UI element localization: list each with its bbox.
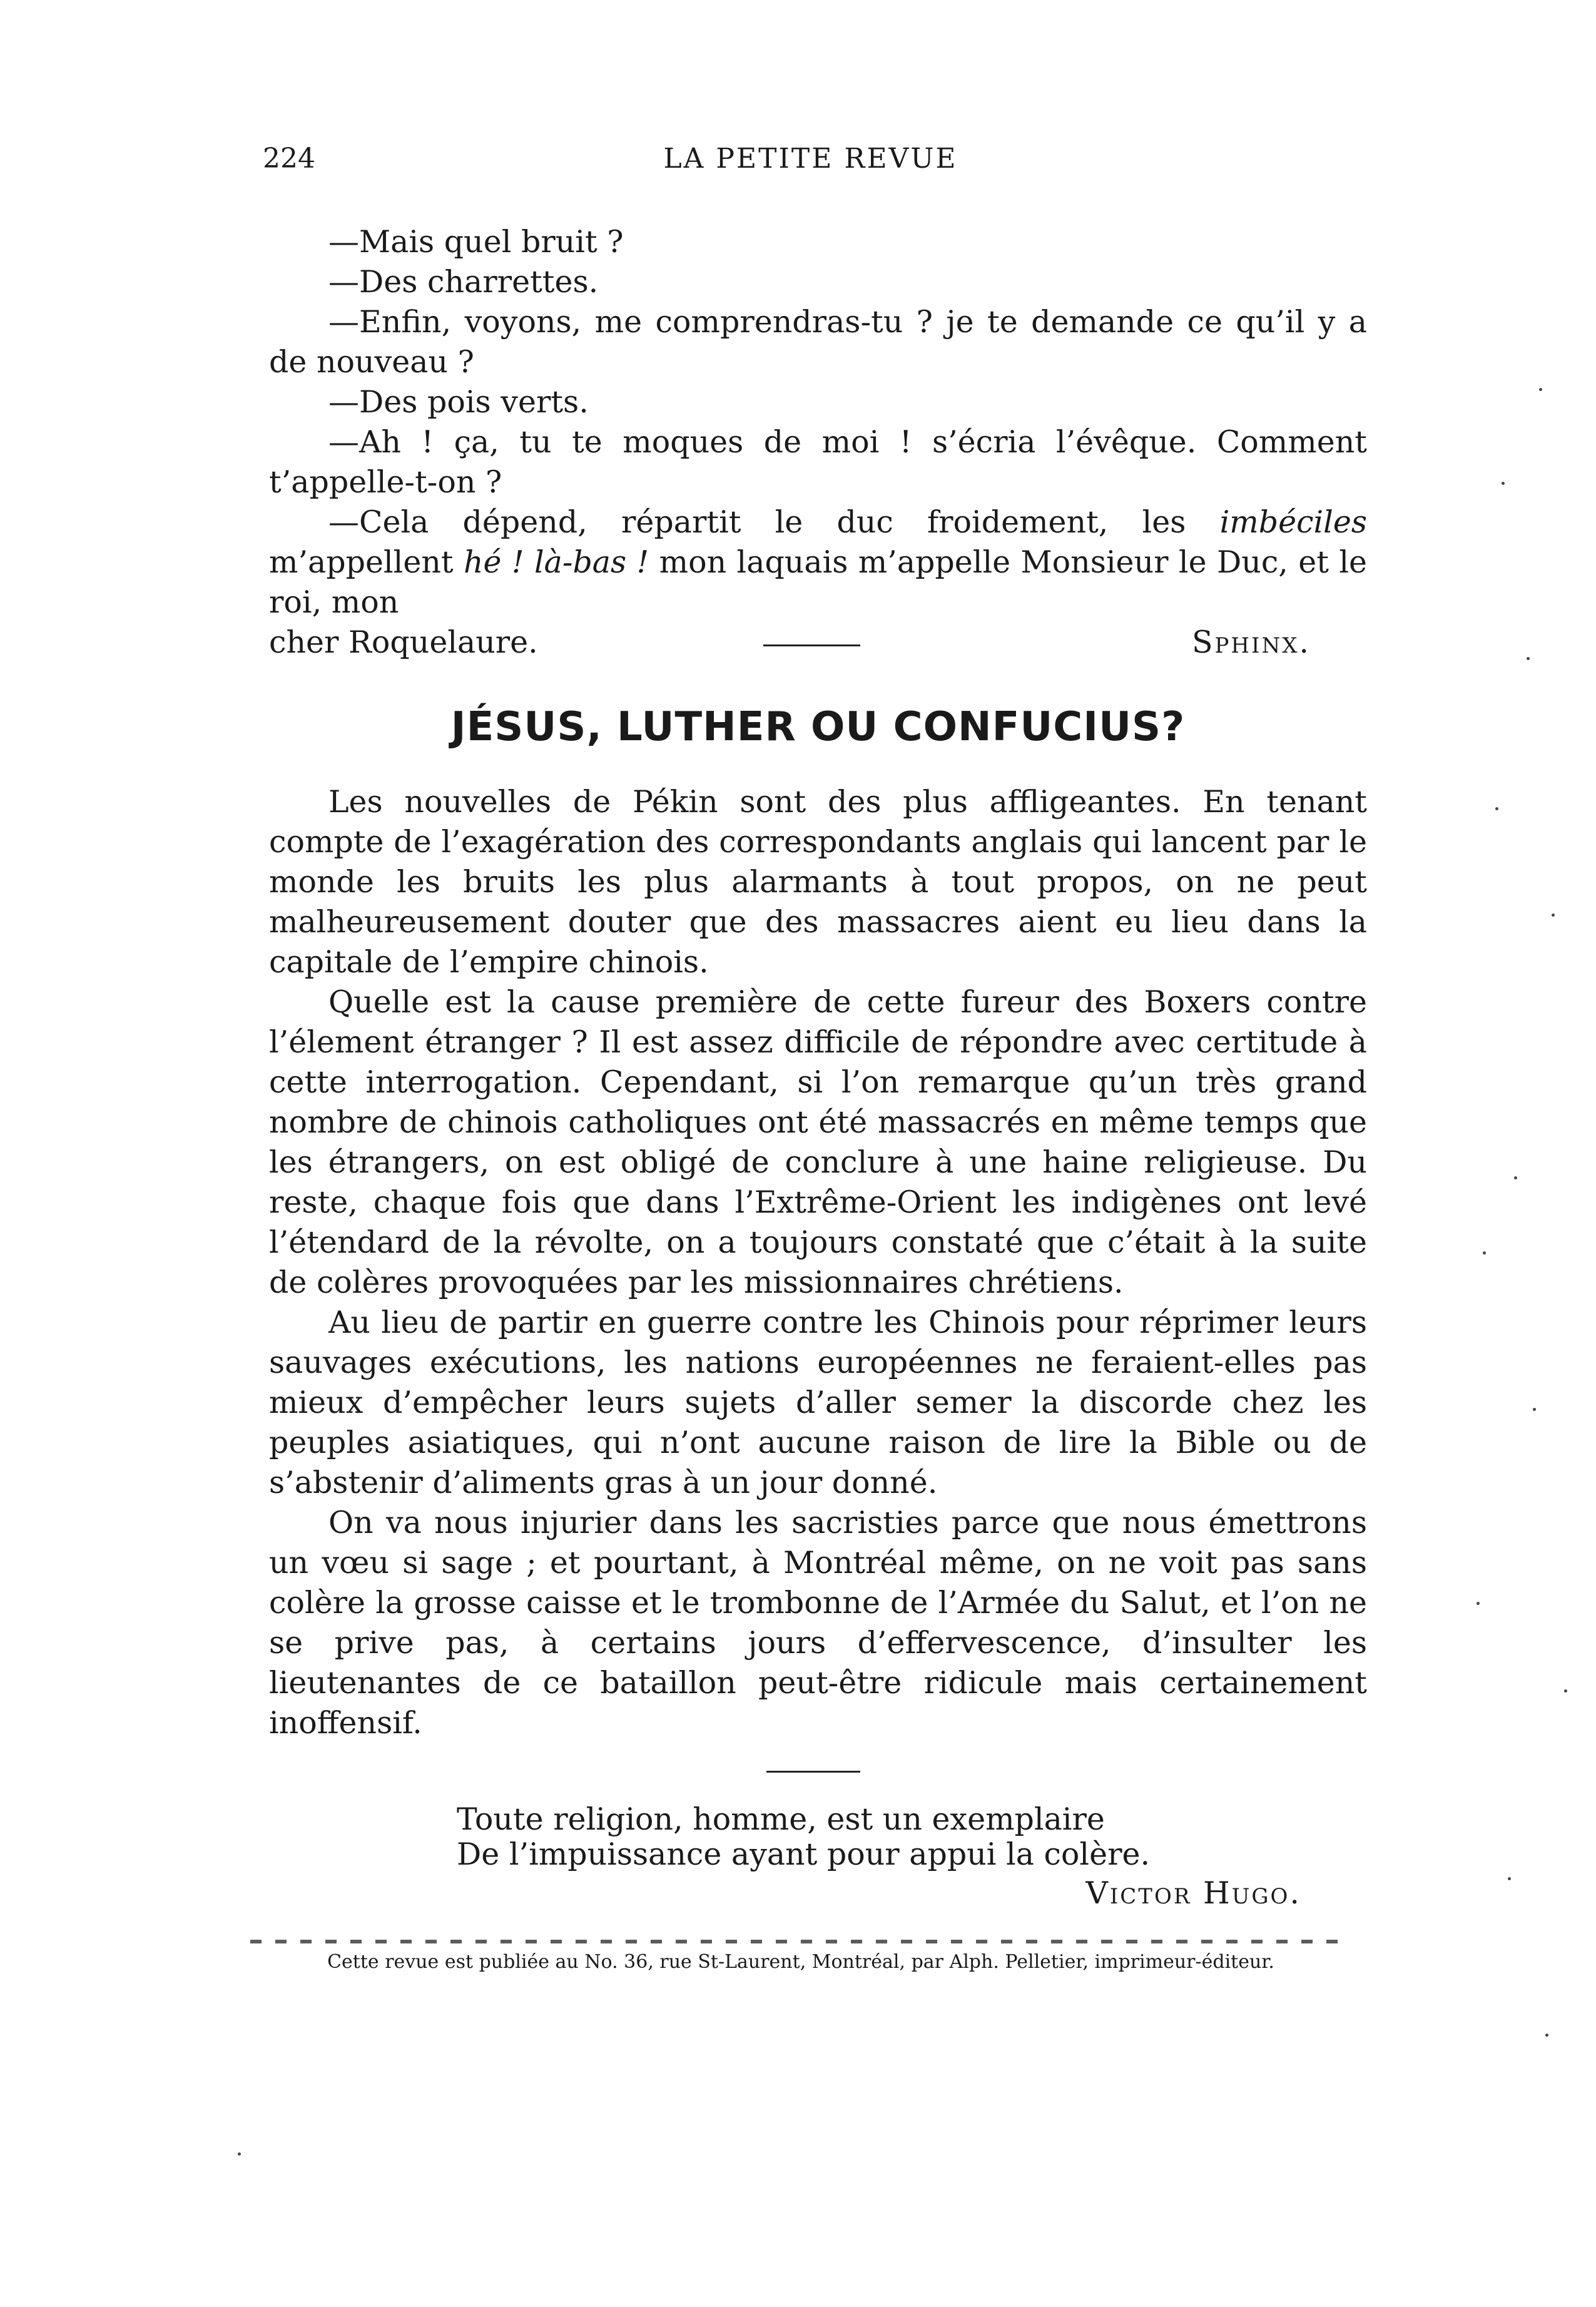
signature: Sphinx. (1191, 624, 1311, 660)
scan-speck (1527, 657, 1530, 660)
scan-speck (1514, 1176, 1517, 1179)
publisher-footer: Cette revue est publiée au No. 36, rue St-Laurent, Montréal, par Alph. Pelletier, imprimeur-éditeur. (327, 1951, 1274, 1973)
dialog-line: —Des pois verts. (328, 384, 589, 420)
dialog-line: —Enfin, voyons, me comprendras-tu ? je te demande ce qu’il y a de nouveau ? (269, 304, 1367, 380)
article-body (269, 782, 1367, 1743)
scan-speck (1564, 1689, 1567, 1693)
article-paragraph: Les nouvelles de Pékin sont des plus affligeantes. En tenant compte de l’exagération des correspondants anglais qui lancent par le monde les bruits les plus alarmants à tout propos, on ne peut malheureusement douter que des massacres aient eu lieu dans la capitale de l’empire chinois. (269, 784, 1367, 980)
scan-speck (1502, 482, 1505, 485)
scan-speck (1495, 807, 1498, 810)
section-divider (763, 644, 860, 646)
scan-speck (1533, 1408, 1536, 1411)
page-number: 224 (263, 143, 315, 175)
article-title: JÉSUS, LUTHER OU CONFUCIUS? (450, 704, 1186, 750)
dialog-section (269, 222, 1367, 663)
dialog-text: mon laquais m’appelle Monsieur le Duc, et le roi, mon (269, 544, 1367, 620)
article-paragraph: Au lieu de partir en guerre contre les Chinois pour réprimer leurs sauvages exécutions, les nations européennes ne feraient-elles pas mieux d’empêcher leurs sujets d’aller semer la discorde chez les peuples asiatiques, qui n’ont aucune raison de lire la Bible ou de s’abstenir d’aliments gras à un jour donné. (269, 1305, 1367, 1500)
dialog-emphasis: hé ! là-bas ! (463, 544, 649, 580)
dialog-text: m’appellent (269, 544, 464, 580)
running-title: LA PETITE REVUE (663, 143, 958, 175)
dialog-text: —Cela dépend, répartit le duc froidement, les (328, 504, 1220, 540)
dialog-line: —Mais quel bruit ? (328, 224, 624, 260)
article-paragraph: Quelle est la cause première de cette fureur des Boxers contre l’élement étranger ? Il est assez difficile de répondre avec certitude à cette interrogation. Cependant, si l’on remarque qu’un très grand nombre de chinois catholiques ont été massacrés en même temps que les étrangers, on est obligé de conclure à une haine religieuse. Du reste, chaque fois que dans l’Extrême-Orient les indigènes ont levé l’étendard de la révolte, on a toujours constaté que c’était à la suite de colères provoquées par les missionnaires chrétiens. (269, 984, 1367, 1300)
poem-author: Victor Hugo. (1085, 1875, 1301, 1911)
scan-speck (1508, 1877, 1511, 1880)
scan-speck (1539, 388, 1542, 391)
scan-speck (1477, 1602, 1480, 1605)
epigraph-poem (457, 1802, 1301, 1911)
dialog-emphasis: imbéciles (1219, 504, 1367, 540)
scan-speck (1552, 914, 1555, 917)
dialog-last-paragraph (269, 502, 1367, 623)
poem-line: De l’impuissance ayant pour appui la colère. (457, 1836, 1151, 1872)
scan-speck (1545, 2034, 1548, 2037)
page-header (263, 143, 1358, 186)
poem-line: Toute religion, homme, est un exemplaire (457, 1801, 1105, 1837)
footer-rule (250, 1940, 1351, 1943)
dialog-final-text: cher Roquelaure. (269, 624, 538, 660)
section-divider (766, 1771, 860, 1773)
scan-speck (238, 2152, 241, 2156)
dialog-line: —Ah ! ça, tu te moques de moi ! s’écria l’évêque. Comment t’appelle-t-on ? (269, 424, 1367, 500)
dialog-closing-line (269, 623, 1367, 663)
scan-speck (1483, 1251, 1486, 1255)
dialog-line: —Des charrettes. (328, 264, 599, 300)
article-paragraph: On va nous injurier dans les sacristies parce que nous émettrons un vœu si sage ; et pourtant, à Montréal même, on ne voit pas sans colère la grosse caisse et le trombonne de l’Armée du Salut, et l’on ne se prive pas, à certains jours d’effervescence, d’insulter les lieutenantes de ce bataillon peut-être ridicule mais certainement inoffensif. (269, 1505, 1367, 1741)
